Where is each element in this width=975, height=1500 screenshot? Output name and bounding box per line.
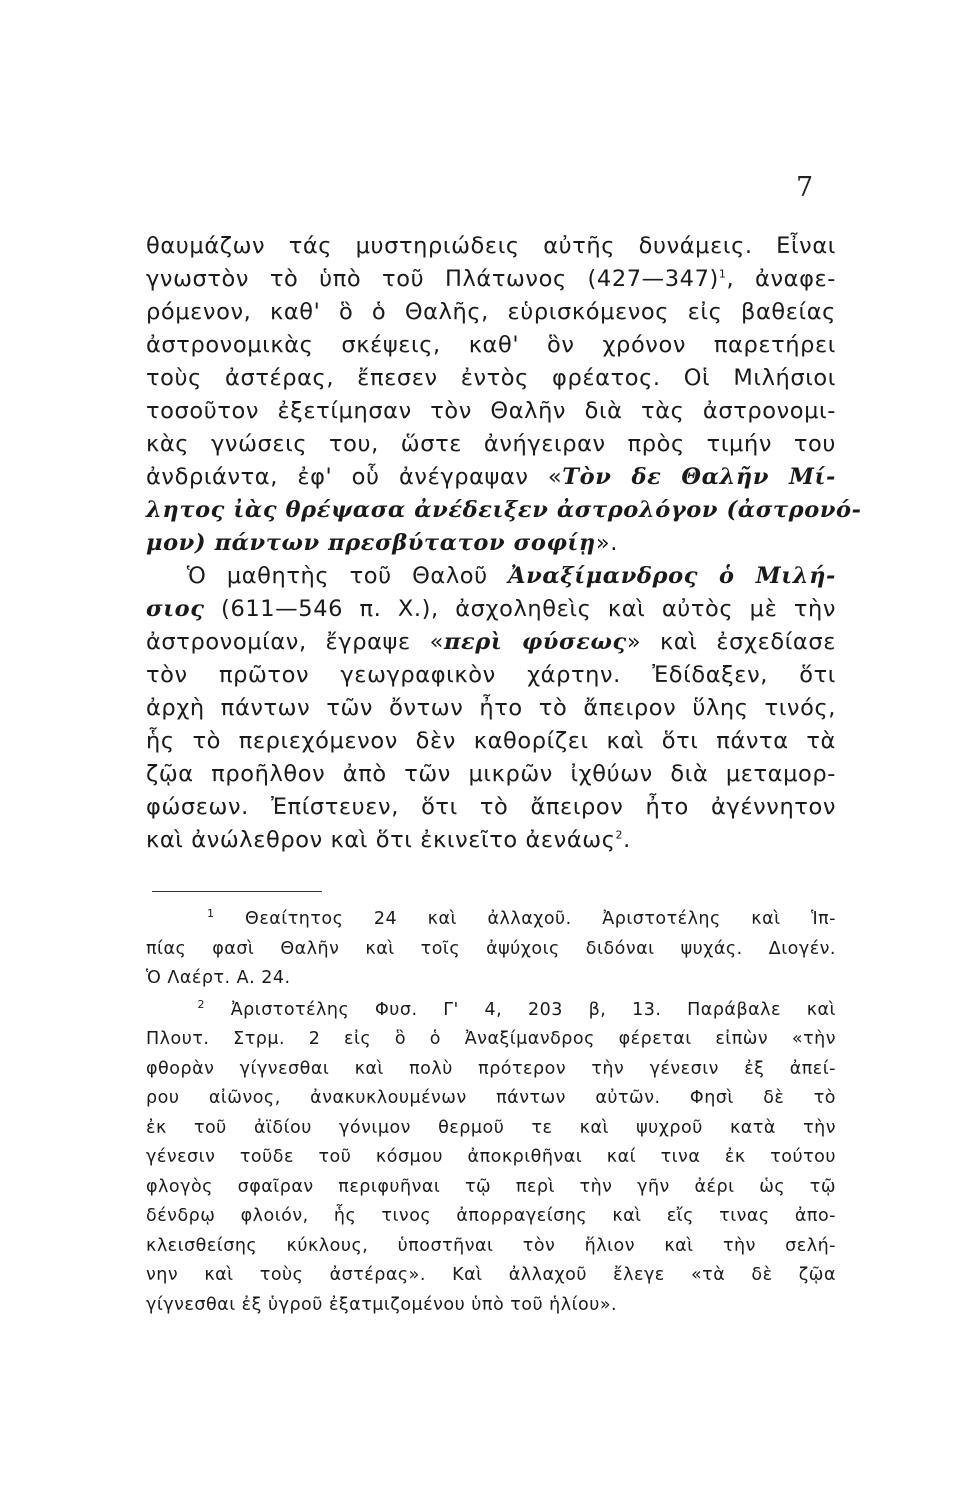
person-name: Ἀναξίμανδρος ὁ Μιλή-	[508, 563, 836, 589]
body-line	[146, 263, 836, 296]
body-line	[146, 626, 836, 659]
body-line	[146, 593, 836, 626]
body-text: ἀστρονομίαν, ἔγραψε «	[146, 629, 444, 655]
body-line: τὸν πρῶτον γεωγραφικὸν χάρτην. Ἐδίδαξεν, ὅτι	[146, 662, 836, 688]
body-line	[146, 560, 836, 593]
footnote-text: Ἀριστοτέλης Φυσ. Γ' 4, 203 β, 13. Παράβαλε καὶ	[204, 999, 836, 1020]
body-line	[146, 527, 836, 560]
body-line: ἧς τὸ περιεχόμενον δὲν καθορίζει καὶ ὅτι πάντα τὰ	[146, 728, 836, 754]
footnote-line: πίας φασὶ Θαλῆν καὶ τοῖς ἀψύχοις διδόναι ψυχάς. Διογέν.	[146, 938, 836, 959]
footnote-divider	[152, 891, 322, 892]
body-text: ».	[595, 530, 618, 556]
footnote-line: δένδρῳ φλοιόν, ἧς τινος ἀπορραγείσης καὶ εἴς τινας ἀπο-	[146, 1206, 836, 1226]
person-name: σιος	[146, 596, 205, 622]
footnote-line	[146, 996, 836, 1026]
body-line: ἀρχὴ πάντων τῶν ὄντων ἦτο τὸ ἄπειρον ὕλης τινός,	[146, 695, 836, 721]
body-text: .	[623, 827, 631, 853]
body-text: Ὁ μαθητὴς τοῦ Θαλοῦ	[186, 563, 509, 589]
body-line: κὰς γνώσεις του, ὥστε ἀνήγειραν πρὸς τιμήν του	[146, 431, 836, 457]
footnote-line: ρου αἰῶνος, ἀνακυκλουμένων πάντων αὐτῶν. Φησὶ δὲ τὸ	[146, 1088, 836, 1108]
footnote-line: φθορὰν γίγνεσθαι καὶ πολὺ πρότερον τὴν γένεσιν ἐξ ἀπεί-	[146, 1058, 836, 1079]
epigram-text: μον) πάντων πρεσβύτατον σοφίῃ	[146, 530, 596, 556]
body-line: φώσεων. Ἐπίστευεν, ὅτι τὸ ἄπειρον ἦτο ἀγέννητον	[146, 794, 836, 820]
book-title: περὶ φύσεως	[443, 629, 627, 655]
footnote-text: Θεαίτητος 24 καὶ ἀλλαχοῦ. Ἀριστοτέλης καὶ Ἱπ-	[214, 909, 836, 929]
body-line: ζῷα προῆλθον ἀπὸ τῶν μικρῶν ἰχθύων διὰ μεταμορ-	[146, 761, 836, 787]
footnote-line: ἐκ τοῦ ἀϊδίου γόνιμον θερμοῦ τε καὶ ψυχροῦ κατὰ τὴν	[146, 1117, 836, 1138]
footnote-line: Πλουτ. Στρμ. 2 εἰς ὃ ὁ Ἀναξίμανδρος φέρεται εἰπὼν «τὴν	[146, 1029, 836, 1049]
footnote-line: Ὁ Λαέρτ. Α. 24.	[146, 968, 291, 988]
epigram-line: λητος ἰὰς θρέψασα ἀνέδειξεν ἀστρολόγον (ἀστρονό-	[146, 497, 862, 523]
main-text	[146, 230, 862, 857]
body-text: (611—546 π. Χ.), ἀσχοληθεὶς καὶ αὐτὸς μὲ τὴν	[204, 596, 836, 622]
footnote-line: κλεισθείσης κύκλους, ὑποστῆναι τὸν ἥλιον καὶ τὴν σελή-	[146, 1235, 836, 1256]
body-text: καὶ ἀνώλεθρον καὶ ὅτι ἐκινεῖτο ἀενάως	[146, 827, 616, 853]
epigram-text: Τὸν δε Θαλῆν Μί-	[562, 464, 836, 490]
footnotes	[146, 905, 836, 1320]
body-line: τοσοῦτον ἐξετίμησαν τὸν Θαλῆν διὰ τὰς ἀστρονομι-	[146, 398, 836, 424]
body-text: , ἀναφε-	[726, 266, 836, 292]
page-number: 7	[796, 172, 814, 203]
body-line: θαυμάζων τάς μυστηριώδεις αὐτῆς δυνάμεις. Εἶναι	[146, 233, 836, 259]
body-line: τοὺς ἀστέρας, ἔπεσεν ἐντὸς φρέατος. Οἱ Μιλήσιοι	[146, 365, 836, 391]
footnote-line: νην καὶ τοὺς ἀστέρας». Καὶ ἀλλαχοῦ ἔλεγε «τὰ δὲ ζῷα	[146, 1265, 836, 1285]
footnote-line: φλογὸς σφαῖραν περιφυῆναι τῷ περὶ τὴν γῆν ἀέρι ὡς τῷ	[146, 1176, 836, 1197]
body-line: ρόμενον, καθ' ὃ ὁ Θαλῆς, εὑρισκόμενος εἰς βαθείας	[146, 299, 836, 325]
body-text: γνωστὸν τὸ ὑπὸ τοῦ Πλάτωνος (427—347)	[146, 266, 719, 292]
footnote-ref: 1	[718, 267, 727, 281]
footnote-marker: 1	[207, 907, 215, 921]
body-text: ἀνδριάντα, ἐφ' οὗ ἀνέγραψαν «	[146, 464, 563, 490]
body-line	[146, 461, 836, 494]
footnote-ref: 2	[615, 828, 624, 842]
body-line	[146, 824, 836, 857]
footnote-line: γίγνεσθαι ἐξ ὑγροῦ ἐξατμιζομένου ὑπὸ τοῦ ἡλίου».	[146, 1294, 618, 1315]
body-text: » καὶ ἐσχεδίασε	[626, 629, 836, 655]
footnote-line	[146, 905, 836, 935]
footnote-line: γένεσιν τοῦδε τοῦ κόσμου ἀποκριθῆναι καί τινα ἐκ τούτου	[146, 1147, 836, 1167]
footnote-marker: 2	[197, 997, 205, 1011]
body-line: ἀστρονομικὰς σκέψεις, καθ' ὃν χρόνον παρετήρει	[146, 332, 836, 358]
